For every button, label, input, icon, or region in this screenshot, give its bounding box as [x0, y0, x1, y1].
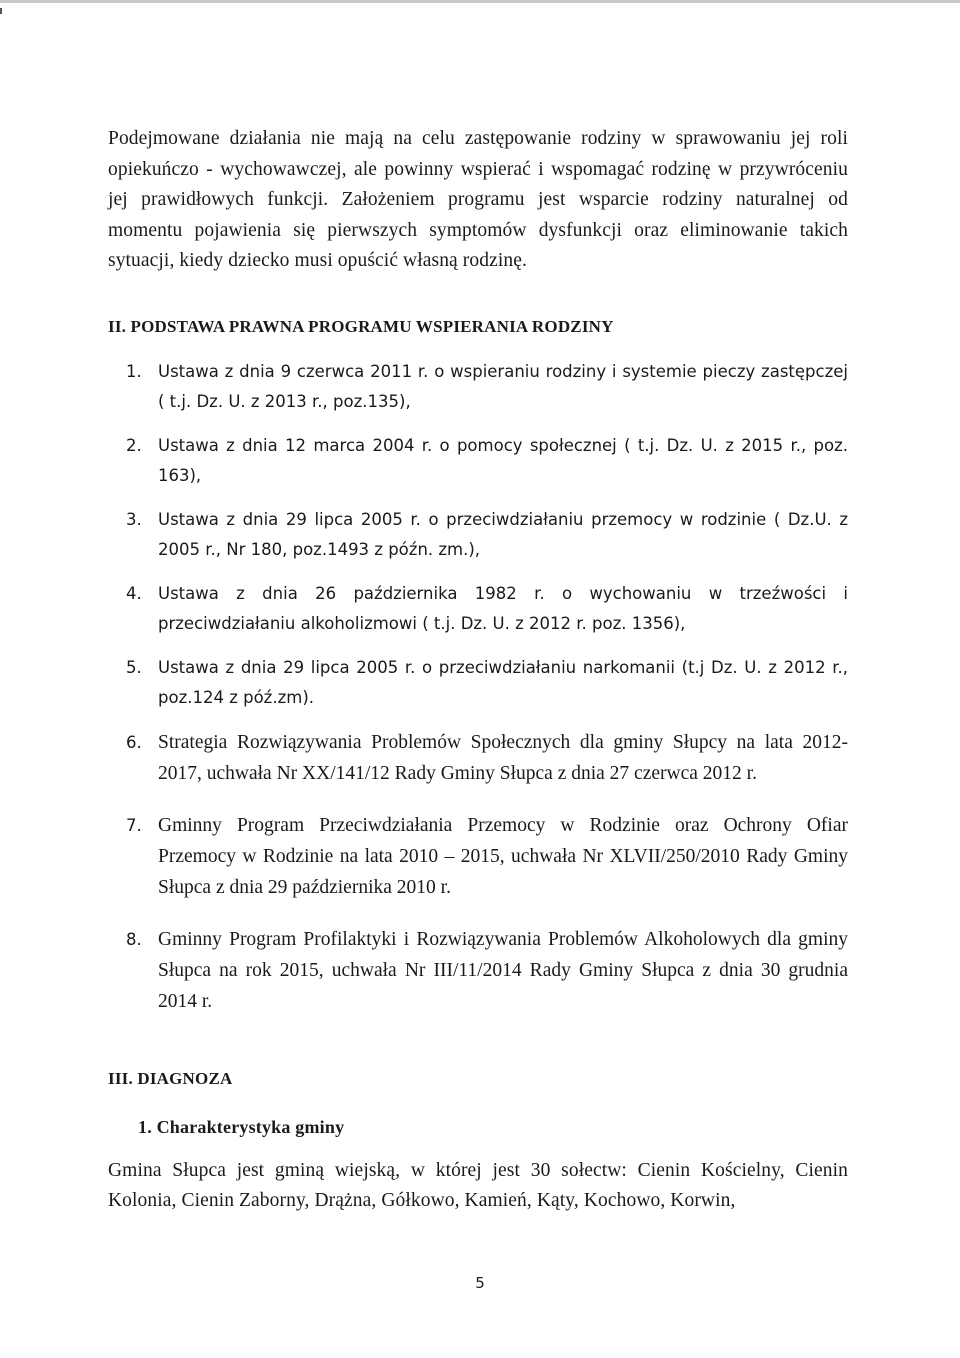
list-item-number: 3.	[126, 509, 142, 529]
intro-paragraph: Podejmowane działania nie mają na celu zastępowanie rodziny w sprawowaniu jej roli opiekuńczo - wychowawczej, ale powinny wspierać i wspomagać rodzinę w przywróceniu jej prawidłowych funkcji. Założeniem programu jest wsparcie rodziny naturalnej od momentu pojawienia się pierwszych symptomów dysfunkcji oraz eliminowanie takich sytuacji, kiedy dziecko musi opuścić własną rodzinę.	[108, 128, 848, 271]
page-number: 5	[475, 1274, 485, 1292]
list-item-number: 2.	[126, 435, 142, 455]
list-item	[108, 924, 848, 1017]
list-item-number: 5.	[126, 657, 142, 677]
list-item-text: Ustawa z dnia 29 lipca 2005 r. o przeciwdziałaniu przemocy w rodzinie ( Dz.U. z 2005 r., Nr 180, poz.1493 z późn. zm.),	[158, 509, 848, 559]
list-item	[108, 727, 848, 789]
legal-basis-list	[108, 357, 848, 1017]
list-item	[108, 579, 848, 639]
list-item	[108, 431, 848, 491]
list-item-number: 1.	[126, 361, 142, 381]
subsection-heading-commune: 1. Charakterystyka gminy	[138, 1116, 345, 1137]
list-item	[108, 810, 848, 903]
list-item	[108, 357, 848, 417]
list-item-text: Ustawa z dnia 12 marca 2004 r. o pomocy społecznej ( t.j. Dz. U. z 2015 r., poz. 163),	[158, 435, 848, 485]
list-item-text: Ustawa z dnia 29 lipca 2005 r. o przeciwdziałaniu narkomanii (t.j Dz. U. z 2012 r., poz.124 z póź.zm).	[158, 657, 848, 707]
section-heading-diagnosis: III. DIAGNOZA	[108, 1068, 233, 1088]
list-item-number: 6.	[126, 732, 142, 752]
list-item-number: 7.	[126, 815, 142, 835]
list-item	[108, 505, 848, 565]
page-top-edge	[0, 0, 960, 3]
section-heading-legal-basis: II. PODSTAWA PRAWNA PROGRAMU WSPIERANIA RODZINY	[108, 316, 614, 336]
list-item-text: Gminny Program Przeciwdziałania Przemocy w Rodzinie oraz Ochrony Ofiar Przemocy w Rodzinie na lata 2010 – 2015, uchwała Nr XLVII/250/2010 Rady Gminy Słupca z dnia 29 października 2010 r.	[158, 814, 848, 898]
list-item-number: 4.	[126, 583, 142, 603]
scan-edge-mark	[0, 8, 2, 14]
list-item-text: Strategia Rozwiązywania Problemów Społecznych dla gminy Słupcy na lata 2012-2017, uchwała Nr XX/141/12 Rady Gminy Słupca z dnia 27 czerwca 2012 r.	[158, 731, 848, 784]
list-item-text: Gminny Program Profilaktyki i Rozwiązywania Problemów Alkoholowych dla gminy Słupca na rok 2015, uchwała Nr III/11/2014 Rady Gminy Słupca z dnia 30 grudnia 2014 r.	[158, 928, 848, 1012]
list-item-number: 8.	[126, 929, 142, 949]
document-page	[108, 124, 848, 1217]
commune-paragraph: Gmina Słupca jest gminą wiejską, w której jest 30 sołectw: Cienin Kościelny, Cienin Kolonia, Cienin Zaborny, Drążna, Gółkowo, Kamień, Kąty, Kochowo, Korwin,	[108, 1159, 848, 1211]
list-item-text: Ustawa z dnia 26 października 1982 r. o wychowaniu w trzeźwości i przeciwdziałaniu alkoholizmowi ( t.j. Dz. U. z 2012 r. poz. 1356),	[158, 583, 848, 633]
list-item-text: Ustawa z dnia 9 czerwca 2011 r. o wspieraniu rodziny i systemie pieczy zastępczej ( t.j. Dz. U. z 2013 r., poz.135),	[158, 361, 848, 411]
list-item	[108, 653, 848, 713]
